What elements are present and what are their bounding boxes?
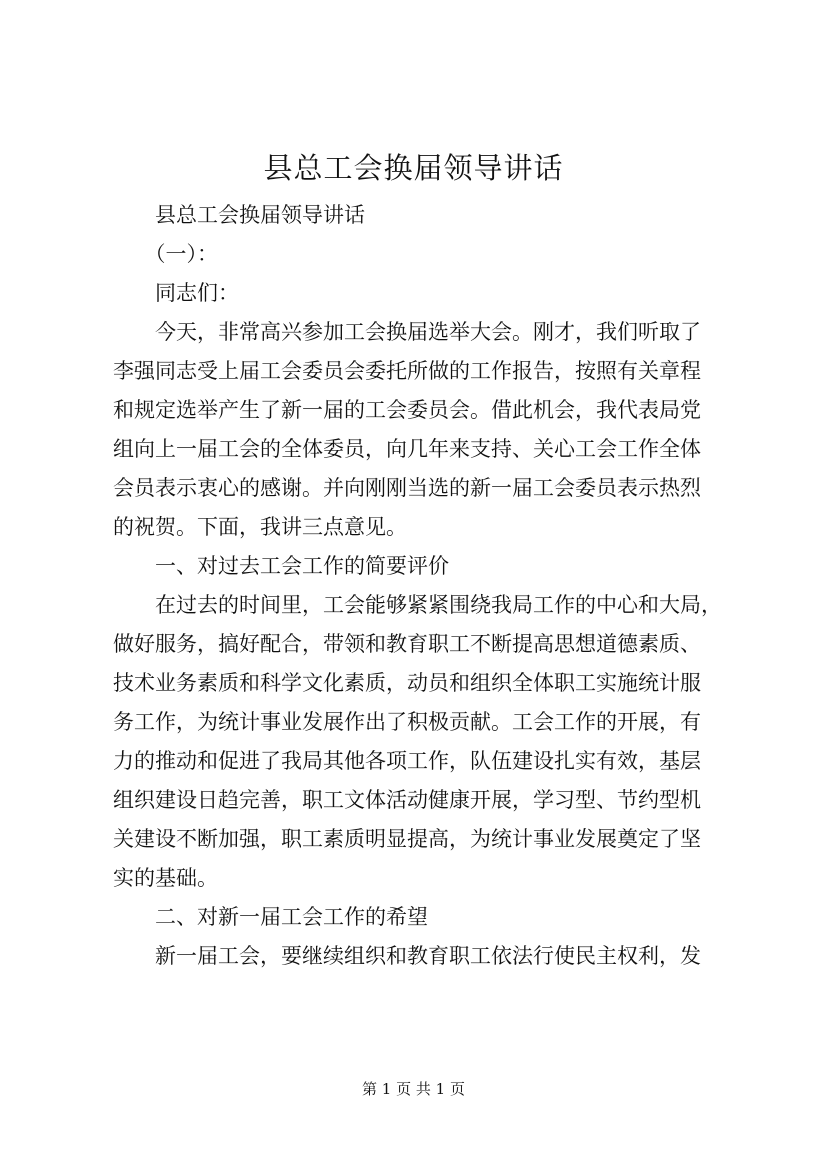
section-heading: 二、对新一届工会工作的希望 xyxy=(113,905,428,929)
body-line: 组织建设日趋完善，职工文体活动健康开展，学习型、节约型机 xyxy=(113,788,701,812)
body-line: 关建设不断加强，职工素质明显提高，为统计事业发展奠定了坚 xyxy=(113,827,701,851)
body-line: （一）： xyxy=(113,242,218,266)
body-line: 在过去的时间里，工会能够紧紧围绕我局工作的中心和大局， xyxy=(113,593,722,617)
body-line: 新一届工会，要继续组织和教育职工依法行使民主权利，发 xyxy=(113,944,701,968)
page-number-footer: 第 1 页 共 1 页 xyxy=(362,1080,465,1098)
document-title: 县总工会换届领导讲话 xyxy=(263,151,564,185)
body-line: 的祝贺。下面，我讲三点意见。 xyxy=(113,515,407,539)
body-line: 李强同志受上届工会委员会委托所做的工作报告，按照有关章程 xyxy=(113,359,701,383)
section-heading: 一、对过去工会工作的简要评价 xyxy=(113,554,449,578)
body-line: 和规定选举产生了新一届的工会委员会。借此机会，我代表局党 xyxy=(113,398,701,422)
body-line: 会员表示衷心的感谢。并向刚刚当选的新一届工会委员表示热烈 xyxy=(113,476,701,500)
document-body xyxy=(113,196,733,976)
body-line: 力的推动和促进了我局其他各项工作，队伍建设扎实有效，基层 xyxy=(113,749,701,773)
body-line: 实的基础。 xyxy=(113,866,218,890)
body-line: 今天，非常高兴参加工会换届选举大会。刚才，我们听取了 xyxy=(113,320,701,344)
body-line: 做好服务，搞好配合，带领和教育职工不断提高思想道德素质、 xyxy=(113,632,701,656)
body-line: 务工作，为统计事业发展作出了积极贡献。工会工作的开展，有 xyxy=(113,710,701,734)
body-line: 县总工会换届领导讲话 xyxy=(113,203,365,227)
body-line: 组向上一届工会的全体委员，向几年来支持、关心工会工作全体 xyxy=(113,437,701,461)
body-line: 同志们： xyxy=(113,281,239,305)
body-line: 技术业务素质和科学文化素质，动员和组织全体职工实施统计服 xyxy=(113,671,701,695)
